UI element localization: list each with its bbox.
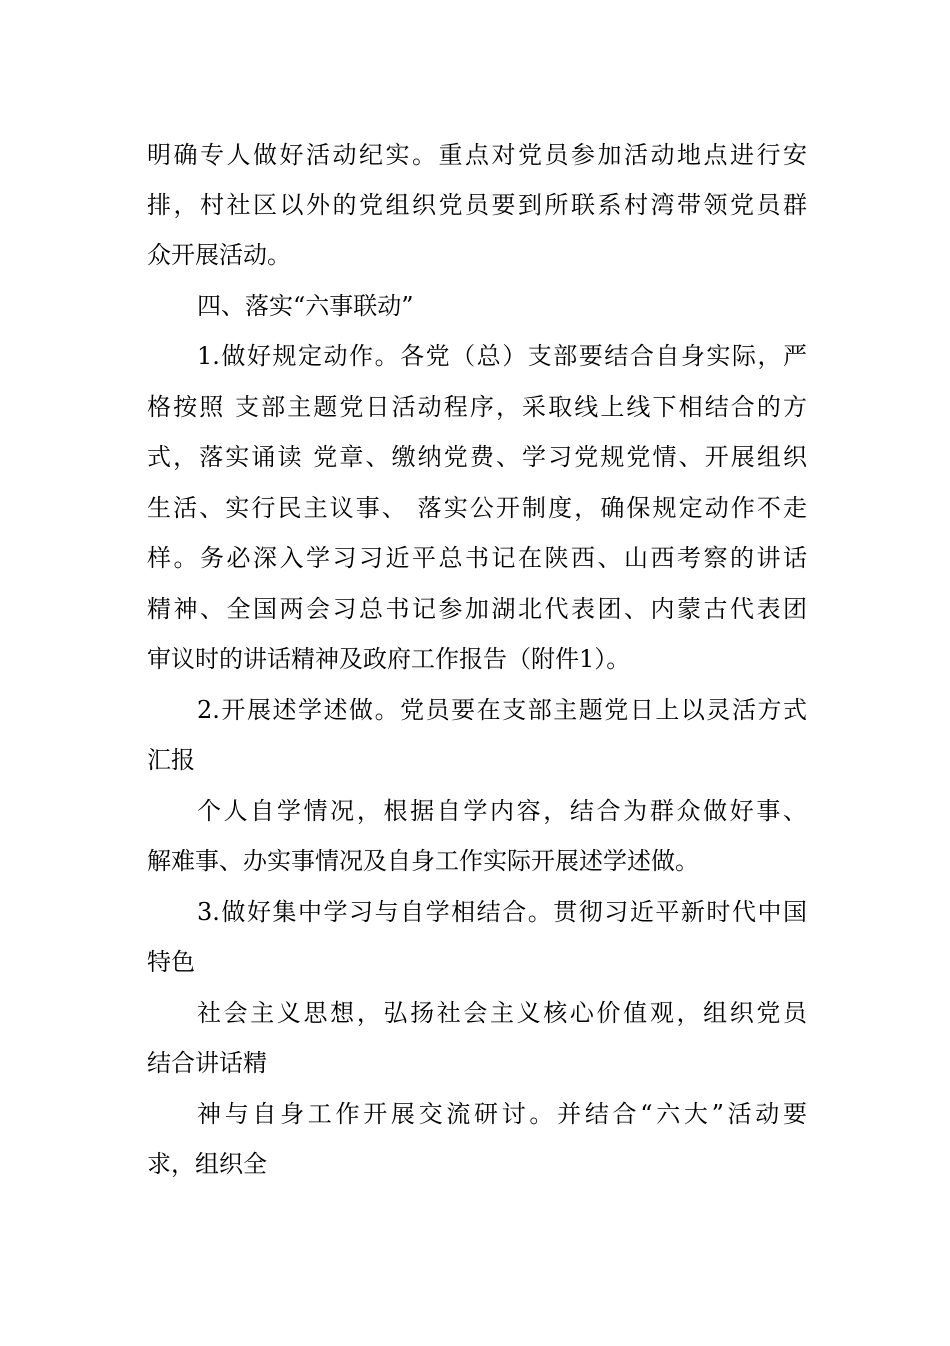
text-line: 结合讲话精 [147, 1049, 267, 1077]
text-line: 个人自学情况，根据自学内容，结合为群众做好事、 [197, 797, 807, 825]
text-line: 众开展活动。 [147, 241, 291, 269]
text-line: 排，村社区以外的党组织党员要到所联系村湾带领党员群 [147, 191, 807, 219]
text-line: 精神、全国两会习总书记参加湖北代表团、内蒙古代表团 [147, 595, 807, 623]
text-line: 生活、实行民主议事、 落实公开制度，确保规定动作不走 [147, 494, 807, 522]
text-line: 3.做好集中学习与自学相结合。贯彻习近平新时代中国 [197, 898, 807, 926]
text-line: 社会主义思想，弘扬社会主义核心价值观，组织党员 [197, 999, 807, 1027]
text-line: 式，落实诵读 党章、缴纳党费、学习党规党情、开展组织 [147, 443, 807, 471]
text-line: 神与自身工作开展交流研讨。并结合“六大”活动要 [197, 1100, 807, 1128]
text-line: 特色 [147, 948, 195, 976]
text-line: 审议时的讲话精神及政府工作报告（附件1）。 [147, 645, 631, 673]
text-line: 格按照 支部主题党日活动程序，采取线上线下相结合的方 [147, 393, 807, 421]
text-line: 明确专人做好活动纪实。重点对党员参加活动地点进行安 [147, 141, 807, 169]
text-line: 求，组织全 [147, 1150, 267, 1178]
text-line: 样。务必深入学习习近平总书记在陕西、山西考察的讲话 [147, 544, 807, 572]
text-line: 汇报 [147, 746, 195, 774]
section-heading: 四、落实“六事联动” [197, 292, 414, 320]
text-line: 1.做好规定动作。各党（总）支部要结合自身实际，严 [197, 342, 807, 370]
text-line: 解难事、办实事情况及自身工作实际开展述学述做。 [147, 847, 699, 875]
text-line: 2.开展述学述做。党员要在支部主题党日上以灵活方式 [197, 696, 807, 724]
